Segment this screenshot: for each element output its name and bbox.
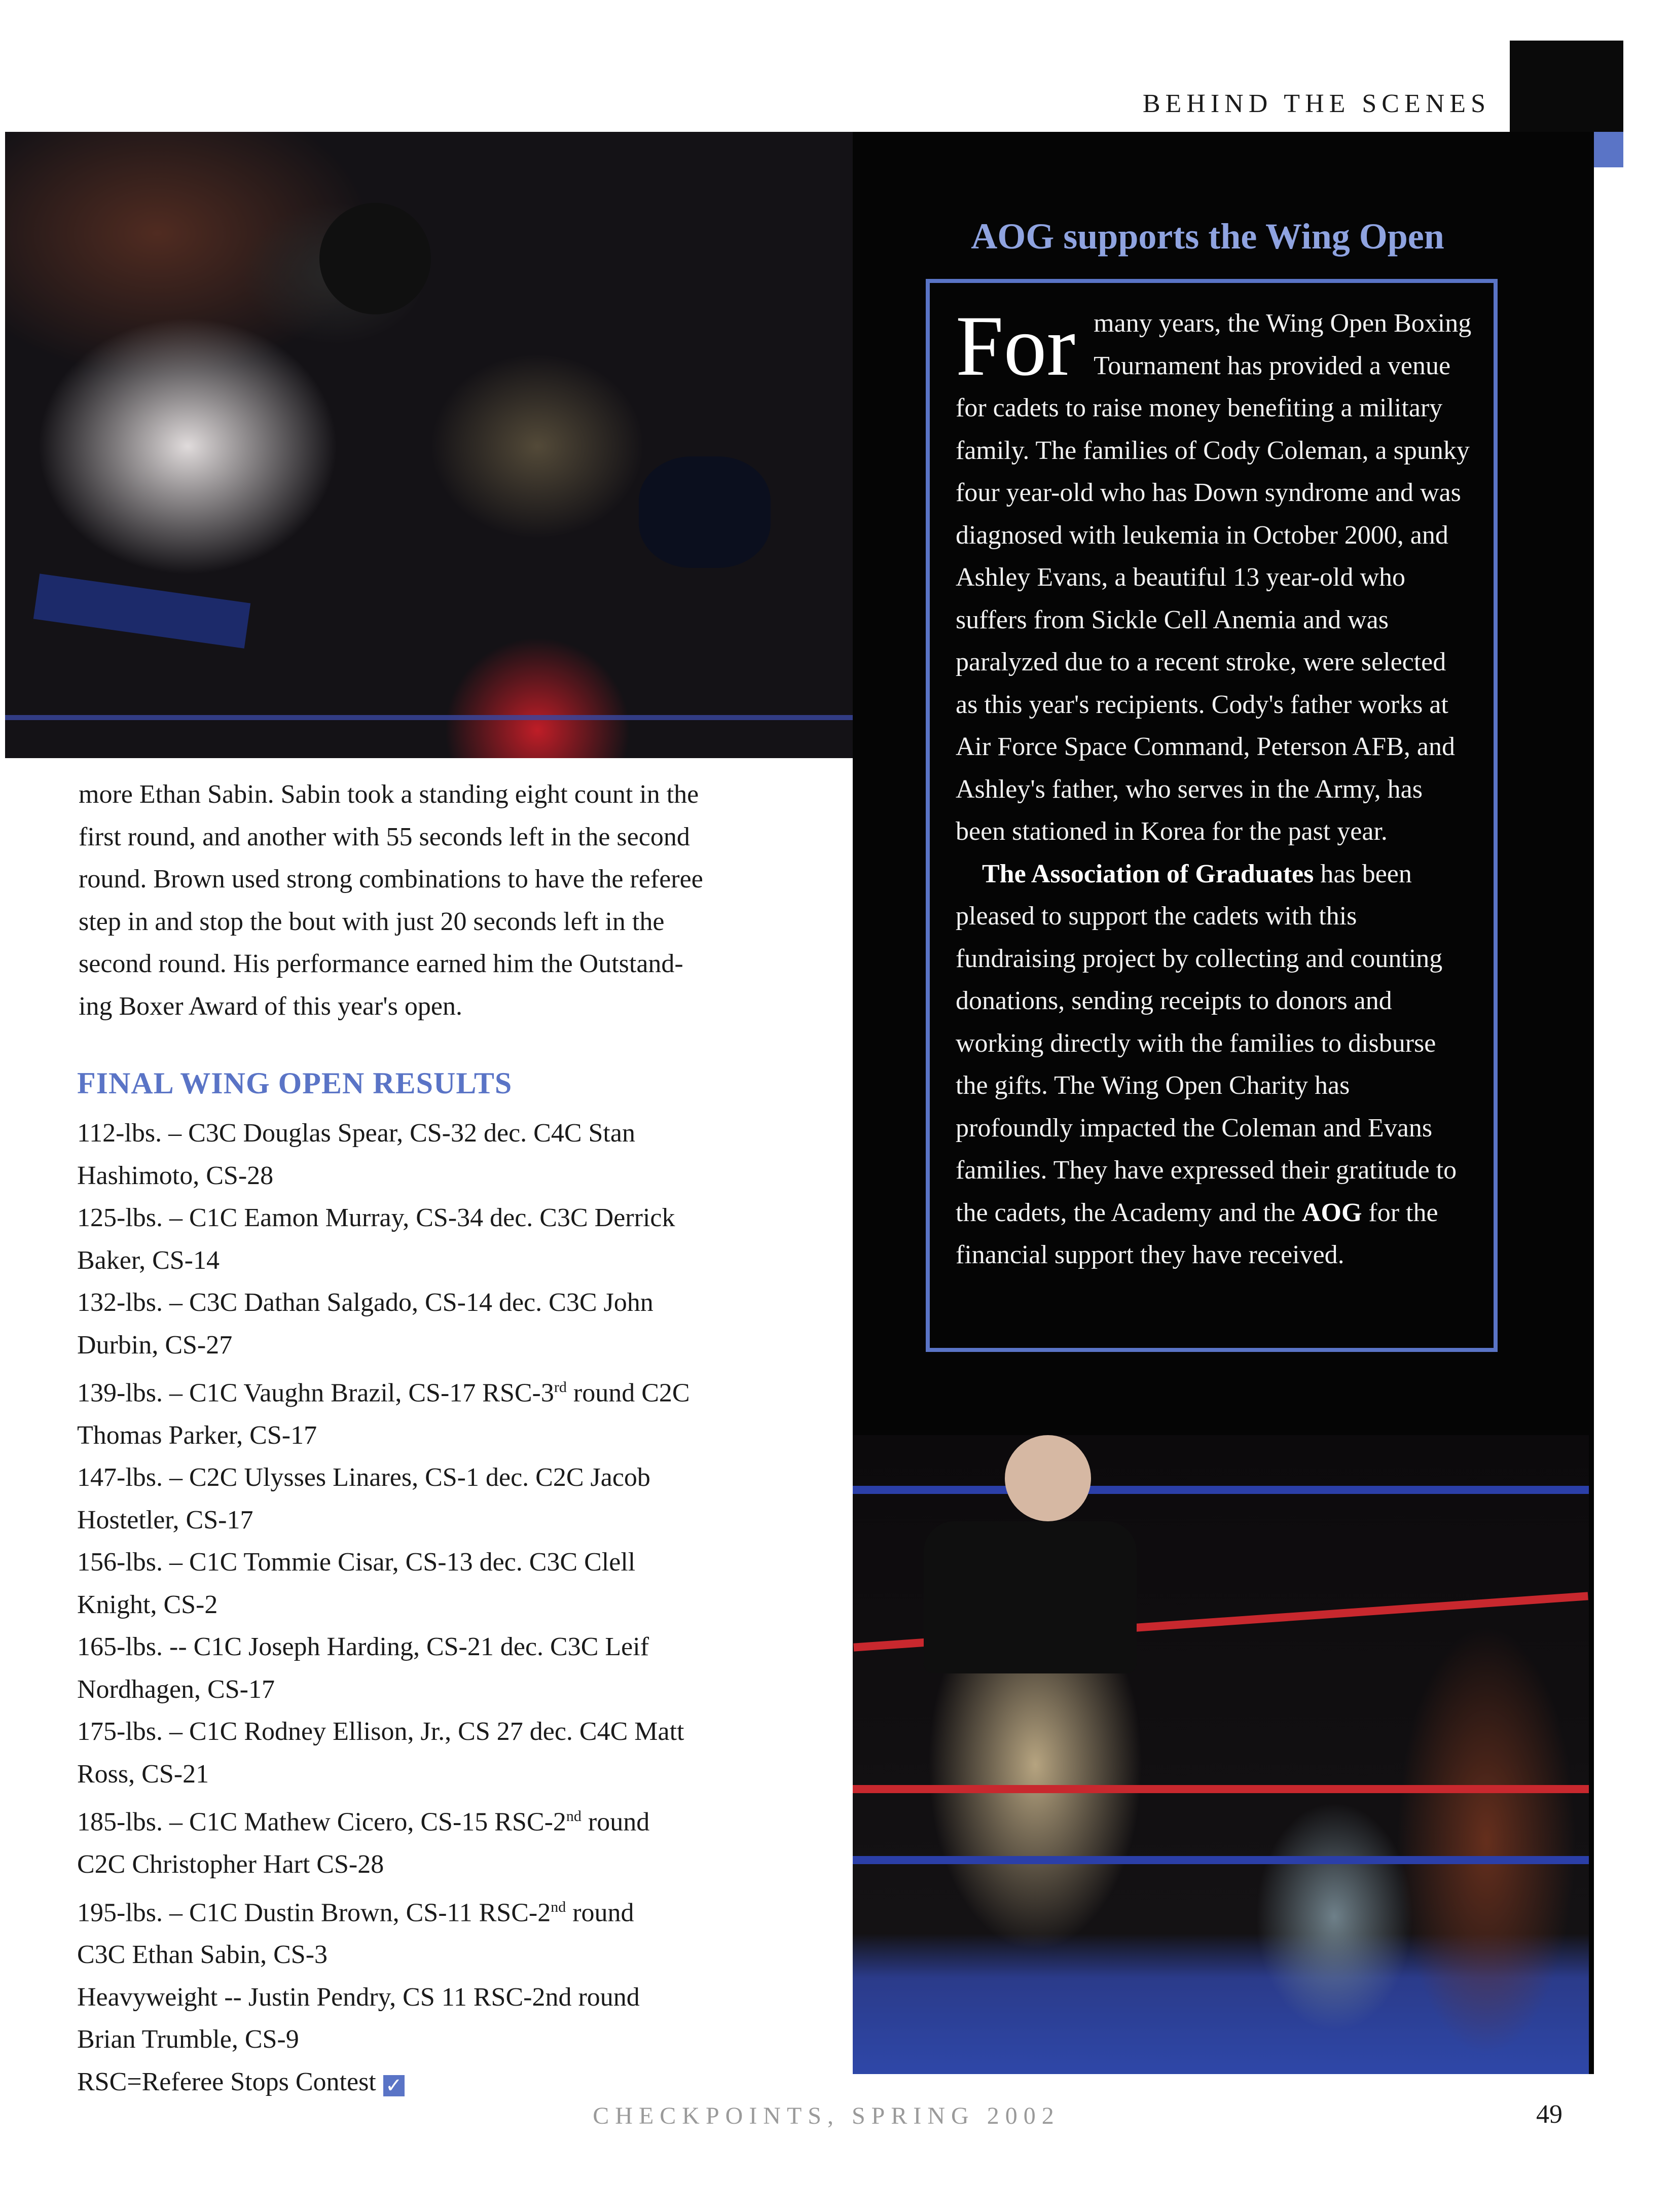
result-line: 125-lbs. – C1C Eamon Murray, CS-34 dec. C3C Derrick (77, 1203, 675, 1232)
result-line: 165-lbs. -- C1C Joseph Harding, CS-21 dec. C3C Leif (77, 1632, 649, 1662)
sidebar-title: AOG supports the Wing Open (971, 216, 1444, 257)
sidebar-paragraph-2: The Association of Graduates has been pleased to support the cadets with this fundraising project by collecting and counting donations, sending receipts to donors and working directly with the families to disburse the gifts. The Wing Open Charity has profoundly impacted the Coleman and Evans families. They have expressed their gratitude to the cadets, the Academy and the AOG for the financial support they have received. (956, 859, 1457, 1269)
body-line: first round, and another with 55 seconds left in the second (79, 822, 690, 851)
page-number: 49 (1536, 2100, 1562, 2129)
result-line: 147-lbs. – C2C Ulysses Linares, CS-1 dec. C2C Jacob (77, 1463, 650, 1492)
corner-tab-black (1510, 41, 1623, 132)
ring-photo (853, 1435, 1589, 2074)
result-line: Brian Trumble, CS-9 (77, 2025, 299, 2054)
section-header: BEHIND THE SCENES (1142, 89, 1491, 118)
body-paragraph (79, 773, 738, 1027)
result-line: 139-lbs. – C1C Vaughn Brazil, CS-17 RSC-3rd round C2C (77, 1378, 690, 1408)
result-line: 185-lbs. – C1C Mathew Cicero, CS-15 RSC-2nd round (77, 1807, 650, 1837)
sidebar-paragraph-1: For many years, the Wing Open Boxing Tournament has provided a venue for cadets to raise money benefiting a military family. The families of Cody Coleman, a spunky four year-old who has Down syndrome and was diagnosed with leukemia in October 2000, and Ashley Evans, a beautiful 13 year-old who suffers from Sickle Cell Anemia and was paralyzed due to a recent stroke, were selected as this year's recipients. Cody's father works at Air Force Space Command, Peterson AFB, and Ashley's father, who serves in the Army, has been stationed in Korea for the past year. (956, 298, 1472, 846)
result-line: Ross, CS-21 (77, 1759, 209, 1789)
result-line: Durbin, CS-27 (77, 1330, 233, 1360)
results-list (77, 1112, 797, 2103)
result-line: C2C Christopher Hart CS-28 (77, 1850, 384, 1879)
body-line: second round. His performance earned him the Outstand- (79, 949, 683, 978)
drop-cap: For (956, 298, 1076, 394)
body-line: step in and stop the bout with just 20 seconds left in the (79, 907, 665, 936)
result-line: Thomas Parker, CS-17 (77, 1420, 317, 1450)
result-line: C3C Ethan Sabin, CS-3 (77, 1940, 328, 1970)
result-line: 175-lbs. – C1C Rodney Ellison, Jr., CS 27 dec. C4C Matt (77, 1717, 684, 1746)
body-line: more Ethan Sabin. Sabin took a standing eight count in the (79, 780, 699, 809)
results-heading: FINAL WING OPEN RESULTS (77, 1066, 513, 1100)
boxing-photo (5, 132, 853, 758)
sidebar-text (956, 298, 1473, 1276)
body-line: round. Brown used strong combinations to have the referee (79, 865, 703, 894)
result-line: 156-lbs. – C1C Tommie Cisar, CS-13 dec. C3C Clell (77, 1548, 636, 1577)
result-line: Knight, CS-2 (77, 1590, 218, 1619)
result-line: RSC=Referee Stops Contest ✓ (77, 2061, 797, 2103)
checkmark-icon: ✓ (383, 2075, 405, 2096)
footer-publication: CHECKPOINTS, SPRING 2002 (593, 2102, 1060, 2129)
result-line: Hostetler, CS-17 (77, 1505, 253, 1535)
result-line: Heavyweight -- Justin Pendry, CS 11 RSC-2nd round (77, 1982, 640, 2012)
result-line: Nordhagen, CS-17 (77, 1674, 275, 1704)
result-line: 132-lbs. – C3C Dathan Salgado, CS-14 dec. C3C John (77, 1288, 653, 1317)
result-line: 112-lbs. – C3C Douglas Spear, CS-32 dec. C4C Stan (77, 1119, 635, 1148)
result-line: Baker, CS-14 (77, 1245, 220, 1275)
result-line: Hashimoto, CS-28 (77, 1161, 274, 1190)
result-line: 195-lbs. – C1C Dustin Brown, CS-11 RSC-2nd round (77, 1898, 634, 1927)
body-line: ing Boxer Award of this year's open. (79, 991, 462, 1021)
